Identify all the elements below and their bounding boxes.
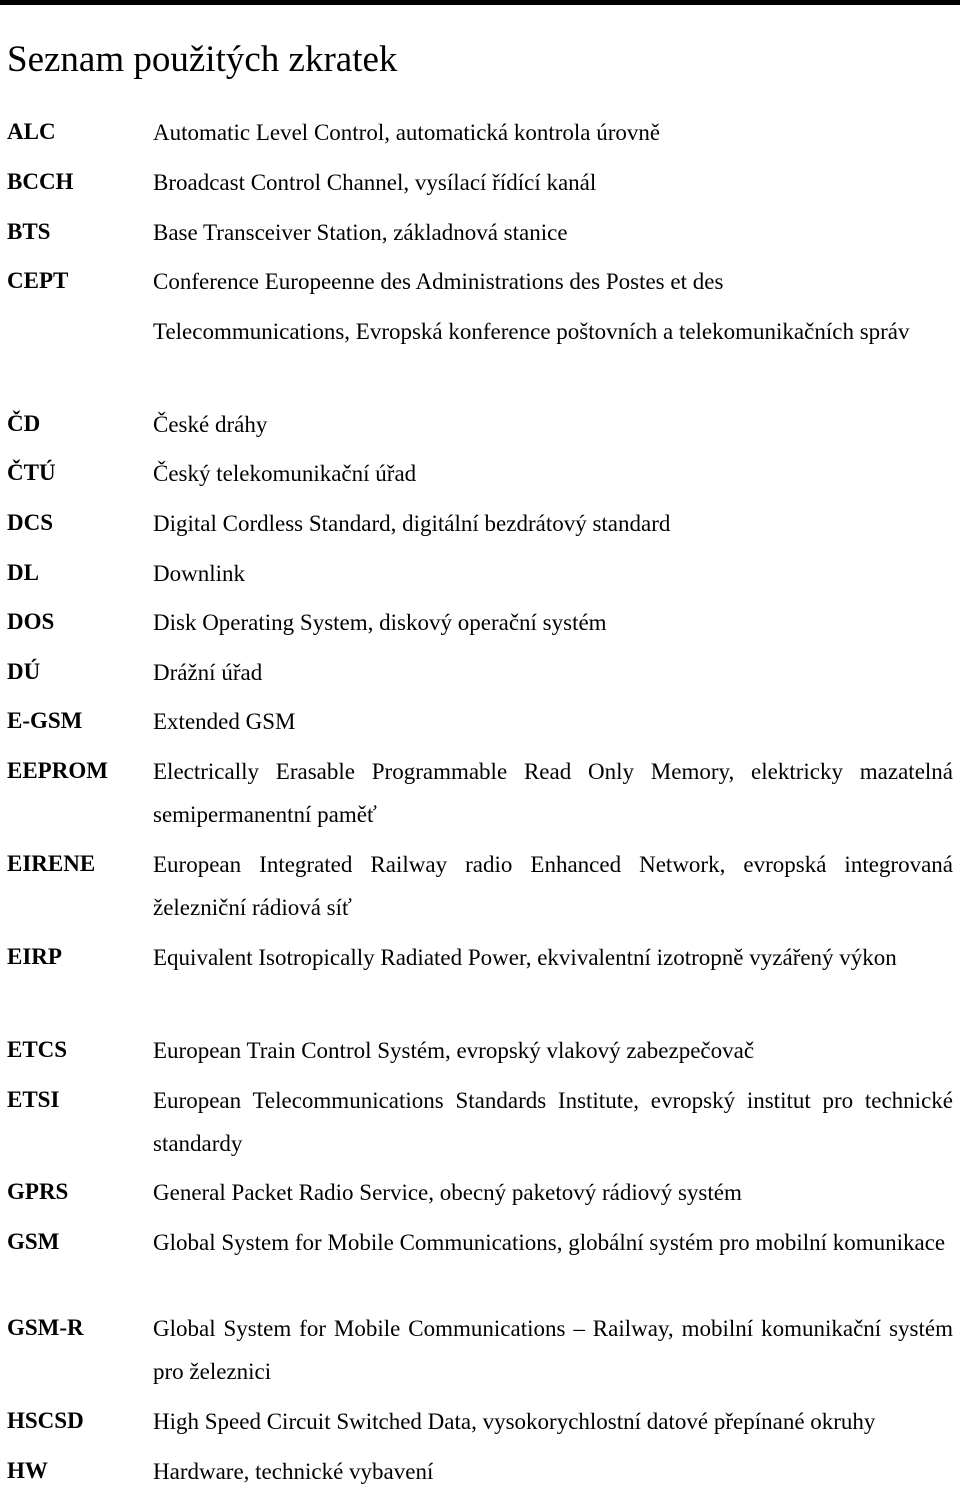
definition: Broadcast Control Channel, vysílací řídící kanál xyxy=(153,170,597,195)
definition: High Speed Circuit Switched Data, vysokorychlostní datové přepínané okruhy xyxy=(153,1409,876,1434)
definition: Automatic Level Control, automatická kontrola úrovně xyxy=(153,120,661,145)
abbreviation: CEPT xyxy=(7,268,69,293)
abbreviation: EIRENE xyxy=(7,851,96,876)
top-rule xyxy=(0,0,960,5)
definition: Drážní úřad xyxy=(153,660,263,685)
definition: European Train Control Systém, evropský vlakový zabezpečovač xyxy=(153,1038,755,1063)
definition: Global System for Mobile Communications – Railway, mobilní komunikační systém pro železnici xyxy=(153,1316,953,1384)
definition: Digital Cordless Standard, digitální bezdrátový standard xyxy=(153,511,671,536)
definition: Extended GSM xyxy=(153,709,296,734)
abbreviation: GPRS xyxy=(7,1179,69,1204)
abbreviation: GSM xyxy=(7,1229,60,1254)
abbreviation: EIRP xyxy=(7,944,62,969)
abbreviation: EEPROM xyxy=(7,758,108,783)
definition: Global System for Mobile Communications, globální systém pro mobilní komunikace xyxy=(153,1230,946,1255)
definition: Český telekomunikační úřad xyxy=(153,461,417,486)
definition: European Telecommunications Standards Institute, evropský institut pro technické standardy xyxy=(153,1088,953,1156)
definition: European Integrated Railway radio Enhanced Network, evropská integrovaná železniční rádiová síť xyxy=(153,852,953,920)
definition: Telecommunications, Evropská konference poštovních a telekomunikačních správ xyxy=(153,319,910,344)
abbreviation: ETCS xyxy=(7,1037,68,1062)
abbreviation: HSCSD xyxy=(7,1408,84,1433)
definition: České dráhy xyxy=(153,412,268,437)
abbreviation: DÚ xyxy=(7,659,41,684)
page-title: Seznam použitých zkratek xyxy=(7,39,398,80)
abbreviation: ČD xyxy=(7,411,41,436)
abbreviation: BCCH xyxy=(7,169,74,194)
abbreviation: DOS xyxy=(7,609,55,634)
definition: Downlink xyxy=(153,561,245,586)
definition: Conference Europeenne des Administrations des Postes et des xyxy=(153,269,724,294)
abbreviation: ETSI xyxy=(7,1087,60,1112)
definition: Electrically Erasable Programmable Read Only Memory, elektricky mazatelná semipermanentní paměť xyxy=(153,759,953,827)
definition: Base Transceiver Station, základnová stanice xyxy=(153,220,568,245)
abbreviation: ČTÚ xyxy=(7,460,56,485)
abbreviation: E-GSM xyxy=(7,708,83,733)
abbreviation: HW xyxy=(7,1458,48,1483)
definition: Hardware, technické vybavení xyxy=(153,1459,434,1484)
abbreviation: ALC xyxy=(7,119,56,144)
abbreviation: GSM-R xyxy=(7,1315,84,1340)
definition: General Packet Radio Service, obecný paketový rádiový systém xyxy=(153,1180,742,1205)
abbreviation: DCS xyxy=(7,510,54,535)
abbreviation: DL xyxy=(7,560,39,585)
definition: Equivalent Isotropically Radiated Power, ekvivalentní izotropně vyzářený výkon xyxy=(153,945,897,970)
abbreviation: BTS xyxy=(7,219,51,244)
definition: Disk Operating System, diskový operační systém xyxy=(153,610,607,635)
